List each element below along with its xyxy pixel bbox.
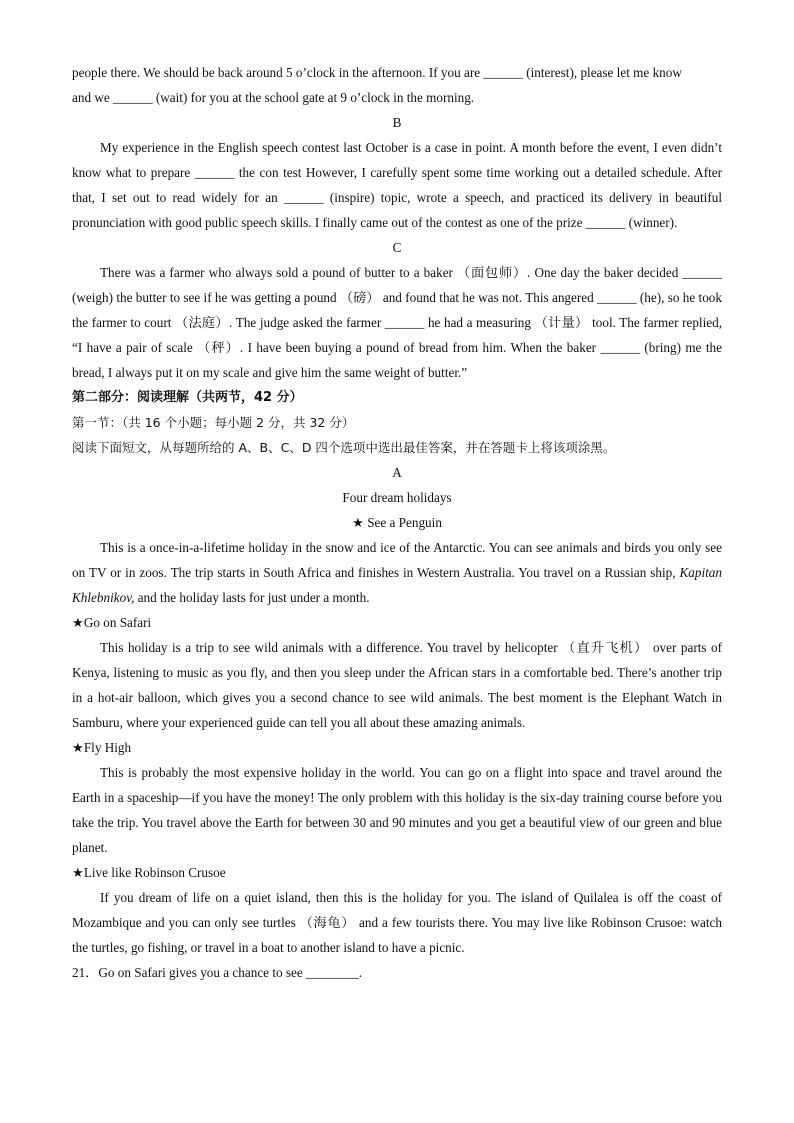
reading-a-title: Four dream holidays [342,490,452,505]
section-b-label: B [392,115,402,130]
part2-instruction: 阅读下面短文，从每题所给的 A、B、C、D 四个选项中选出最佳答案，并在答题卡上将该项涂黑。 [72,440,616,455]
section-c-label: C [392,240,402,255]
holiday-text-fly-high: This is probably the most expensive holiday in the world. You can go on a flight into space and travel around the Earth in a spaceship—if you have the money! The only problem with this holiday is the six-day training course before you take the trip. You travel above the Earth for between 30 and 90 minutes and you get a beautiful view of our green and blue planet. [72,765,722,855]
reading-a-label: A [392,465,402,480]
part2-section1: 第一节：（共 16 个小题；每小题 2 分，共 32 分） [72,415,355,430]
ship-name: Kapitan Khlebnikov, [72,565,722,605]
document-page [72,60,722,985]
holiday-heading-penguin: ★ See a Penguin [352,515,442,530]
holiday-text-crusoe: If you dream of life on a quiet island, then this is the holiday for you. The island of Quilalea is off the coast of Mozambique and you can only see turtles （海龟） and a few tourists there. You may live like Robinson Crusoe: watch the turtles, go fishing, or travel in a boat to another island to have a picnic. [72,890,722,955]
holiday-text-safari: This holiday is a trip to see wild animals with a difference. You travel by helicopter （直升飞机） over parts of Kenya, listening to music as you fly, and then you sleep under the African stars in a comfortable bed. There’s another trip in a hot-air balloon, which gives you a second chance to see wild animals. The best moment is the Elephant Watch in Samburu, where your experienced guide can tell you all about these amazing animals. [72,640,722,730]
holiday-heading-crusoe: ★Live like Robinson Crusoe [72,865,226,880]
passage-a-tail-line1: people there. We should be back around 5 o’clock in the afternoon. If you are ______ (interest), please let me know [72,65,682,80]
section-b-paragraph: My experience in the English speech contest last October is a case in point. A month before the event, I even didn’t know what to prepare ______ the con test However, I carefully spent some time working out a detailed schedule. After that, I set out to read widely for an ______ (inspire) topic, wrote a speech, and practiced its delivery in beautiful pronunciation with good public speech skills. I finally came out of the contest as one of the prize ______ (winner). [72,140,722,230]
holiday-heading-safari: ★Go on Safari [72,615,152,630]
question-21: 21．Go on Safari gives you a chance to see ________. [72,965,363,980]
part2-title: 第二部分：阅读理解（共两节，42 分） [72,390,303,405]
passage-a-tail-line2: and we ______ (wait) for you at the school gate at 9 o’clock in the morning. [72,90,475,105]
holiday-text-penguin: This is a once-in-a-lifetime holiday in the snow and ice of the Antarctic. You can see animals and birds you only see on TV or in zoos. The trip starts in South Africa and finishes in Western Australia. You travel on a Russian ship, Kapitan Khlebnikov, and the holiday lasts for just under a month. [72,540,722,605]
section-c-paragraph: There was a farmer who always sold a pound of butter to a baker （面包师）. One day the baker decided ______ (weigh) the butter to see if he was getting a pound （磅） and found that he was not. This angered ______ (he), so he took the farmer to court （法庭）. The judge asked the farmer ______ he had a measuring （计量） tool. The farmer replied, “I have a pair of scale （秤）. I have been buying a pound of bread from him. When the baker ______ (bring) me the bread, I always put it on my scale and give him the same weight of butter.” [72,265,722,380]
holiday-heading-fly-high: ★Fly High [72,740,132,755]
